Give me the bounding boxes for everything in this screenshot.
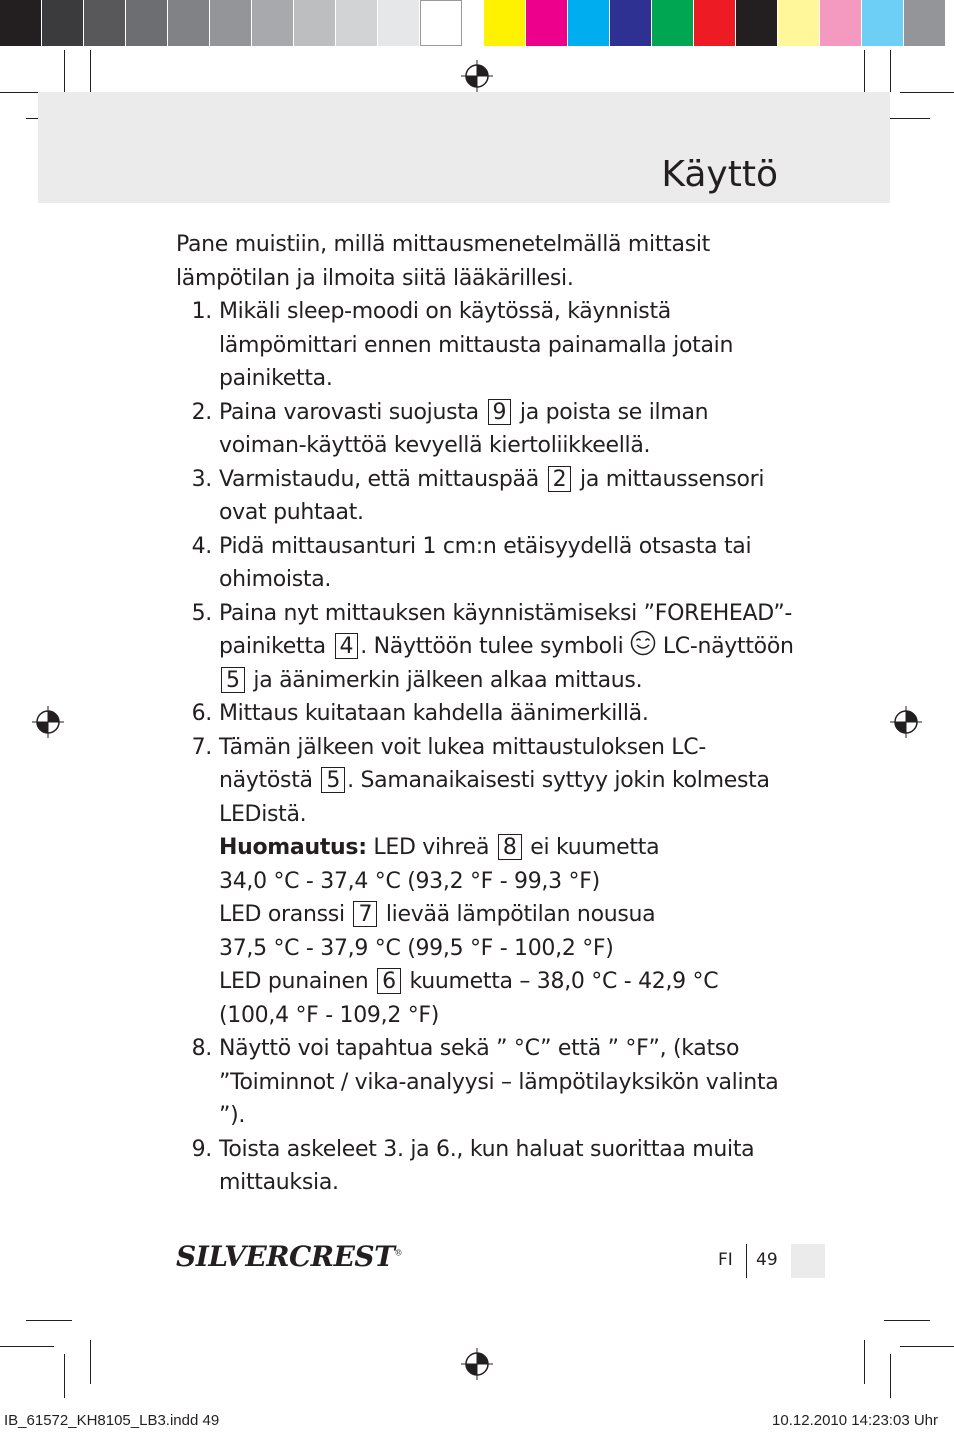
- crop-mark: [0, 1346, 54, 1347]
- brand-logo: [176, 1240, 402, 1273]
- page-number: 49: [756, 1250, 778, 1270]
- step-text: ja poista se ilman voiman-käyttöä kevyellä kiertoliikkeellä.: [219, 399, 709, 458]
- crop-mark: [900, 1346, 954, 1347]
- note-label: Huomautus:: [219, 835, 367, 860]
- registered-mark: ®: [394, 1248, 402, 1258]
- list-item: [176, 731, 796, 1033]
- steps-list: [176, 295, 796, 1200]
- list-item: [176, 463, 796, 530]
- color-swatch: [42, 0, 84, 46]
- step-text: Paina nyt mittauksen käynnistämiseksi ”FOREHEAD”-painiketta: [219, 600, 793, 659]
- crop-mark: [884, 1320, 930, 1321]
- color-swatch: [84, 0, 126, 46]
- registration-mark-icon: [461, 60, 493, 92]
- led-red-text: kuumetta – 38,0 °C - 42,9 °C: [409, 969, 719, 994]
- list-item: [176, 530, 796, 597]
- file-slug: IB_61572_KH8105_LB3.indd 49: [4, 1412, 220, 1429]
- step-text: Paina varovasti suojusta: [219, 399, 479, 425]
- part-reference: 2: [548, 466, 572, 492]
- registration-mark-icon: [461, 1348, 493, 1380]
- registration-mark-icon: [890, 706, 922, 738]
- page-tab: [791, 1244, 825, 1278]
- crop-mark: [890, 50, 891, 92]
- led-green-text: LED vihreä: [373, 835, 490, 860]
- step-number: 4.: [191, 533, 212, 559]
- color-swatch: [294, 0, 336, 46]
- color-swatch: [904, 0, 946, 46]
- step-text: Näyttö voi tapahtua sekä ” °C” että ” °F”, (katso ”Toiminnot / vika-analyysi – lämpötilayksikön valinta ”).: [219, 1036, 779, 1128]
- step-text: Mikäli sleep-moodi on käytössä, käynnistä lämpömittari ennen mittausta painamalla jotain painiketta.: [219, 299, 734, 391]
- part-reference: 5: [321, 767, 345, 793]
- language-code: FI: [718, 1250, 733, 1270]
- page-title: Käyttö: [661, 154, 778, 195]
- led-orange-text: LED oranssi: [219, 902, 345, 927]
- step-text: Tämän jälkeen voit lukea mittaustuloksen LC-näytöstä: [219, 734, 706, 793]
- color-swatch: [526, 0, 568, 46]
- color-swatch: [568, 0, 610, 46]
- part-reference: 4: [335, 633, 359, 659]
- registration-mark-icon: [32, 706, 64, 738]
- brand-name: SILVERCREST: [176, 1240, 395, 1273]
- step-text: Varmistaudu, että mittauspää: [219, 466, 539, 492]
- color-swatch: [694, 0, 736, 46]
- color-swatch: [610, 0, 652, 46]
- step-text: ja äänimerkin jälkeen alkaa mittaus.: [253, 667, 643, 693]
- color-swatch: [862, 0, 904, 46]
- crop-mark: [884, 118, 930, 119]
- part-reference: 6: [377, 968, 401, 994]
- divider: [746, 1244, 747, 1278]
- led-green-text: ei kuumetta: [530, 835, 660, 860]
- led-green-range: 34,0 °C - 37,4 °C (93,2 °F - 99,3 °F): [219, 868, 600, 894]
- list-item: [176, 597, 796, 698]
- color-swatch: [210, 0, 252, 46]
- led-orange-range: 37,5 °C - 37,9 °C (99,5 °F - 100,2 °F): [219, 935, 614, 961]
- step-text: ja mittaussensori ovat puhtaat.: [219, 466, 765, 525]
- smiley-icon: [630, 630, 656, 656]
- list-item: [176, 396, 796, 463]
- list-item: [176, 697, 796, 731]
- step-number: 7.: [191, 734, 212, 760]
- color-swatch: [484, 0, 526, 46]
- crop-mark: [890, 1354, 891, 1398]
- list-item: [176, 295, 796, 396]
- step-text: Mittaus kuitataan kahdella äänimerkillä.: [219, 701, 649, 726]
- color-swatch: [168, 0, 210, 46]
- led-orange-text: lievää lämpötilan nousua: [385, 902, 656, 927]
- list-item: [176, 1133, 796, 1200]
- color-swatch: [652, 0, 694, 46]
- color-swatch: [252, 0, 294, 46]
- step-text: . Näyttöön tulee symboli: [360, 634, 624, 659]
- color-swatch: [378, 0, 420, 46]
- led-red-text: LED punainen: [219, 969, 369, 994]
- crop-mark: [64, 50, 65, 92]
- crop-mark: [90, 50, 91, 92]
- crop-mark: [864, 50, 865, 92]
- color-swatch: [126, 0, 168, 46]
- crop-mark: [90, 1340, 91, 1384]
- list-item: [176, 1032, 796, 1133]
- step-number: 1.: [191, 299, 212, 324]
- step-number: 6.: [191, 701, 212, 726]
- crop-mark: [864, 1340, 865, 1384]
- crop-mark: [64, 1354, 65, 1398]
- part-reference: 9: [488, 399, 512, 425]
- step-number: 2.: [191, 399, 212, 425]
- crop-mark: [900, 92, 954, 93]
- led-red-range: (100,4 °F - 109,2 °F): [219, 1002, 440, 1028]
- process-color-bar: [484, 0, 946, 46]
- step-text: LC-näyttöön: [662, 634, 794, 659]
- part-reference: 7: [353, 901, 377, 927]
- main-content: [176, 228, 796, 1200]
- crop-mark: [26, 1320, 72, 1321]
- color-swatch: [336, 0, 378, 46]
- intro-paragraph: Pane muistiin, millä mittausmenetelmällä mittasit lämpötilan ja ilmoita siitä lääkärillesi.: [176, 232, 710, 291]
- step-text: . Samanaikaisesti syttyy jokin kolmesta LEDistä.: [219, 768, 770, 827]
- part-reference: 5: [221, 667, 245, 693]
- step-number: 9.: [191, 1136, 212, 1162]
- color-swatch: [0, 0, 42, 46]
- color-swatch: [778, 0, 820, 46]
- part-reference: 8: [498, 834, 522, 860]
- date-slug: 10.12.2010 14:23:03 Uhr: [772, 1412, 938, 1429]
- color-swatch: [736, 0, 778, 46]
- step-number: 8.: [191, 1036, 212, 1061]
- step-text: Toista askeleet 3. ja 6., kun haluat suorittaa muita mittauksia.: [219, 1136, 755, 1195]
- color-swatch: [420, 0, 462, 46]
- grayscale-color-bar: [0, 0, 462, 46]
- color-swatch: [820, 0, 862, 46]
- step-text: Pidä mittausanturi 1 cm:n etäisyydellä otsasta tai ohimoista.: [219, 533, 752, 592]
- step-number: 5.: [191, 600, 212, 626]
- step-number: 3.: [191, 466, 212, 492]
